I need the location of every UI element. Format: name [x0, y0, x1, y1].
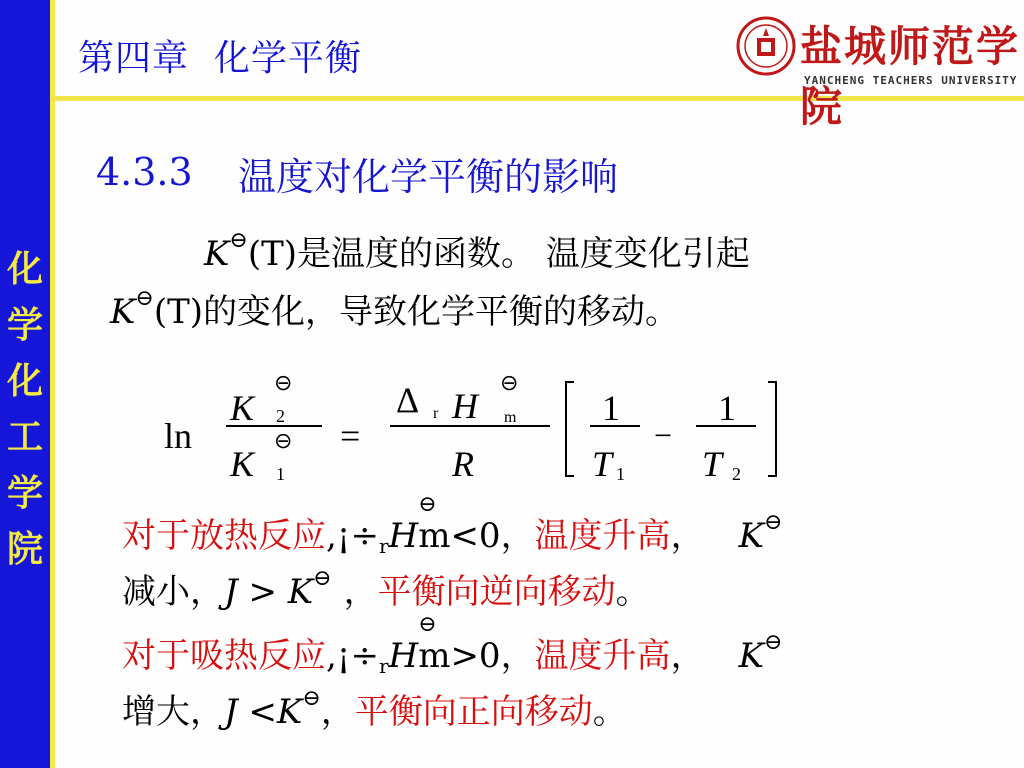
standard-state-symbol: ⊖ — [313, 566, 332, 591]
standard-state-symbol: ⊖ — [763, 510, 783, 535]
exothermic-condition: <0 — [450, 516, 501, 556]
intro-line-2 — [110, 284, 679, 333]
exothermic-label: 对于放热反应 — [122, 516, 326, 556]
enthalpy-h: H — [388, 516, 419, 556]
k-symbol: K — [110, 292, 136, 332]
intro-text-2: 的变化，导致化学平衡的移动。 — [203, 292, 680, 332]
sidebar-char: 院 — [6, 529, 43, 570]
formula-k1: K — [230, 444, 255, 484]
formula-delta: Δ — [396, 380, 420, 420]
temperature-rise-label: 温度升高 — [534, 636, 671, 676]
formula-right-bracket — [768, 382, 776, 476]
sidebar-char: 化 — [6, 361, 43, 402]
standard-state-symbol: ⊖ — [418, 612, 437, 637]
section-title: 温度对化学平衡的影响 — [238, 155, 619, 199]
standard-state-symbol: ⊖ — [302, 686, 321, 711]
sidebar-accent-stripe — [50, 0, 55, 768]
endothermic-line-1 — [122, 612, 783, 678]
endothermic-label: 对于吸热反应 — [122, 636, 326, 676]
reverse-shift-label: 平衡向逆向移动 — [377, 572, 616, 612]
formula-std-sym: ⊖ — [274, 428, 293, 453]
formula-one: 1 — [718, 388, 736, 428]
temperature-arg: (T) — [247, 234, 298, 274]
formula-sub-2: 2 — [276, 406, 285, 426]
formula-h: H — [452, 386, 478, 426]
separator: ， — [500, 516, 535, 556]
intro-line-1 — [204, 226, 750, 275]
formula-sub-m: m — [504, 409, 517, 426]
enthalpy-prefix: ,¡÷ — [326, 636, 379, 676]
sidebar-college-name — [4, 249, 46, 588]
formula-std-sym: ⊖ — [274, 370, 293, 395]
endothermic-condition: >0 — [450, 636, 501, 676]
formula-ln: ln — [164, 416, 193, 456]
section-number: 4.3.3 — [96, 150, 193, 194]
separator: ， — [320, 692, 355, 732]
k-symbol: K — [738, 636, 764, 676]
endothermic-line-2 — [122, 684, 627, 733]
enthalpy-sub-r: r — [378, 534, 389, 558]
k-decrease-text: 减小， — [122, 572, 224, 612]
formula-sub-1: 1 — [616, 464, 625, 484]
enthalpy-sub-r: r — [378, 654, 389, 678]
separator: ， — [670, 516, 705, 556]
standard-state-symbol: ⊖ — [763, 630, 783, 655]
standard-state-symbol: ⊖ — [135, 286, 154, 311]
university-name-chinese: 盐城师范学院 — [800, 22, 1021, 131]
sidebar-char: 学 — [6, 473, 43, 514]
formula-sub-r: r — [433, 405, 439, 422]
temperature-rise-label: 温度升高 — [534, 516, 671, 556]
formula-t: T — [592, 444, 613, 484]
formula-equals: = — [340, 416, 361, 456]
separator: ， — [670, 636, 705, 676]
standard-state-symbol: ⊖ — [229, 228, 248, 253]
j-less-than-k: J <K — [224, 692, 303, 732]
vant-hoff-equation — [150, 366, 800, 496]
formula-sub-1: 1 — [276, 464, 285, 484]
formula-k2: K — [230, 388, 255, 428]
formula-one: 1 — [602, 388, 620, 428]
temperature-arg: (T) — [153, 292, 204, 332]
enthalpy-prefix: ,¡÷ — [326, 516, 379, 556]
intro-text-1: 是温度的函数。 温度变化引起 — [297, 234, 750, 274]
sidebar-char: 学 — [6, 305, 43, 346]
exothermic-line-1 — [122, 492, 783, 558]
period: 。 — [615, 572, 650, 612]
k-symbol: K — [204, 234, 230, 274]
j-greater-than-k: J > K — [224, 572, 314, 612]
formula-minus: − — [654, 417, 673, 453]
enthalpy-sub-m: m — [418, 636, 451, 676]
enthalpy-sub-m: m — [418, 516, 451, 556]
forward-shift-label: 平衡向正向移动 — [354, 692, 593, 732]
sidebar-char: 化 — [6, 249, 43, 290]
chapter-title: 第四章 化学平衡 — [78, 38, 362, 79]
formula-sub-2: 2 — [732, 464, 741, 484]
standard-state-symbol: ⊖ — [418, 492, 437, 517]
sidebar-char: 工 — [6, 417, 43, 458]
exothermic-line-2 — [122, 564, 650, 613]
k-increase-text: 增大， — [122, 692, 224, 732]
university-seal-icon — [736, 16, 796, 76]
formula-std-sym: ⊖ — [500, 370, 519, 395]
formula-gas-constant: R — [452, 444, 474, 484]
separator: ， — [500, 636, 535, 676]
university-name-english: YANCHENG TEACHERS UNIVERSITY — [804, 74, 1018, 87]
formula-t: T — [702, 444, 723, 484]
k-symbol: K — [738, 516, 764, 556]
enthalpy-h: H — [388, 636, 419, 676]
period: 。 — [592, 692, 627, 732]
separator: ， — [343, 572, 378, 612]
formula-left-bracket — [566, 382, 574, 476]
